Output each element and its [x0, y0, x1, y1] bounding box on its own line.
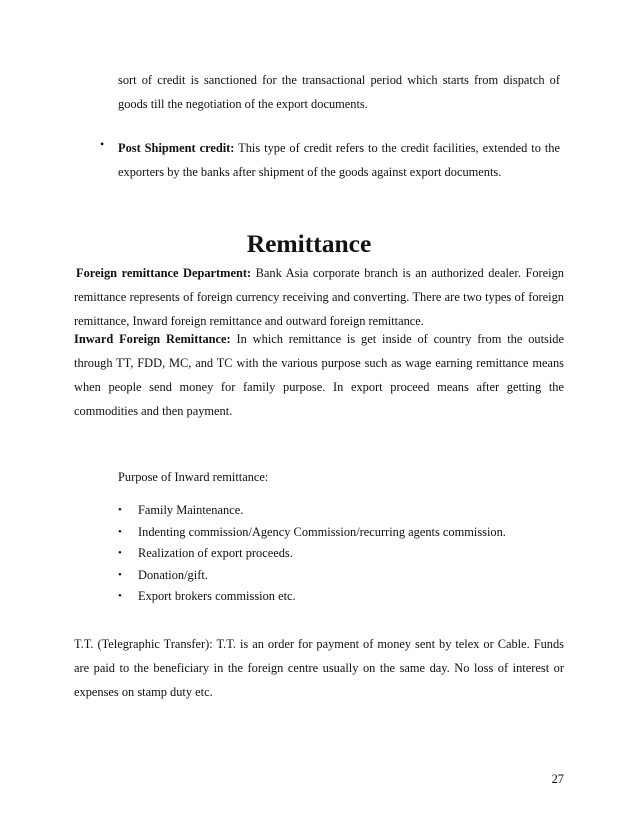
bullet-icon: • [100, 137, 105, 151]
continuation-paragraph: sort of credit is sanctioned for the transactional period which starts from dispatch of goods till the negotiation of the export documents. [118, 73, 560, 111]
bullet-icon: • [118, 590, 122, 602]
list-item-text: Export brokers commission etc. [138, 589, 296, 603]
purpose-heading: Purpose of Inward remittance: [118, 470, 269, 484]
list-item-text: Family Maintenance. [138, 503, 244, 517]
post-shipment-text: This type of credit refers to the credit facilities, extended to the exporters by the banks after shipment of the goods against export documents. [118, 141, 560, 179]
purpose-list [118, 500, 506, 608]
section-heading-text: Remittance [246, 229, 372, 258]
foreign-remittance-text: Bank Asia corporate branch is an authorized dealer. Foreign remittance represents of foreign currency receiving and converting. There are two types of foreign remittance, Inward foreign remittance and outward foreign remittance. [74, 266, 564, 328]
list-item [118, 586, 506, 608]
post-shipment-label: Post Shipment credit: [118, 141, 235, 155]
list-item [118, 500, 506, 522]
bullet-icon: • [118, 504, 122, 516]
list-item-text: Realization of export proceeds. [138, 546, 293, 560]
foreign-remittance-label: Foreign remittance Department: [76, 266, 252, 280]
tt-paragraph: T.T. (Telegraphic Transfer): T.T. is an order for payment of money sent by telex or Cable. Funds are paid to the beneficiary in the foreign centre usually on the same day. No loss of interest or expenses on stamp duty etc. [74, 637, 564, 699]
bullet-icon: • [118, 525, 122, 538]
inward-remittance-text: In which remittance is get inside of country from the outside through TT, FDD, MC, and TC with the various purpose such as wage earning remittance means when people send money for family purpose. In export proceed means after getting the commodities and then payment. [74, 332, 564, 418]
list-item [118, 565, 506, 587]
inward-remittance-label: Inward Foreign Remittance: [74, 332, 231, 346]
bullet-icon: • [118, 547, 122, 559]
foreign-remittance-paragraph [74, 261, 564, 333]
page-number: 27 [551, 772, 564, 786]
inward-remittance-paragraph [74, 327, 564, 423]
list-item [118, 543, 506, 565]
list-item-text: Donation/gift. [138, 567, 208, 582]
section-heading [0, 226, 638, 262]
list-item [118, 522, 506, 544]
list-item-text: Indenting commission/Agency Commission/recurring agents commission. [138, 524, 506, 539]
bullet-icon: • [118, 568, 122, 581]
post-shipment-paragraph [118, 136, 560, 184]
